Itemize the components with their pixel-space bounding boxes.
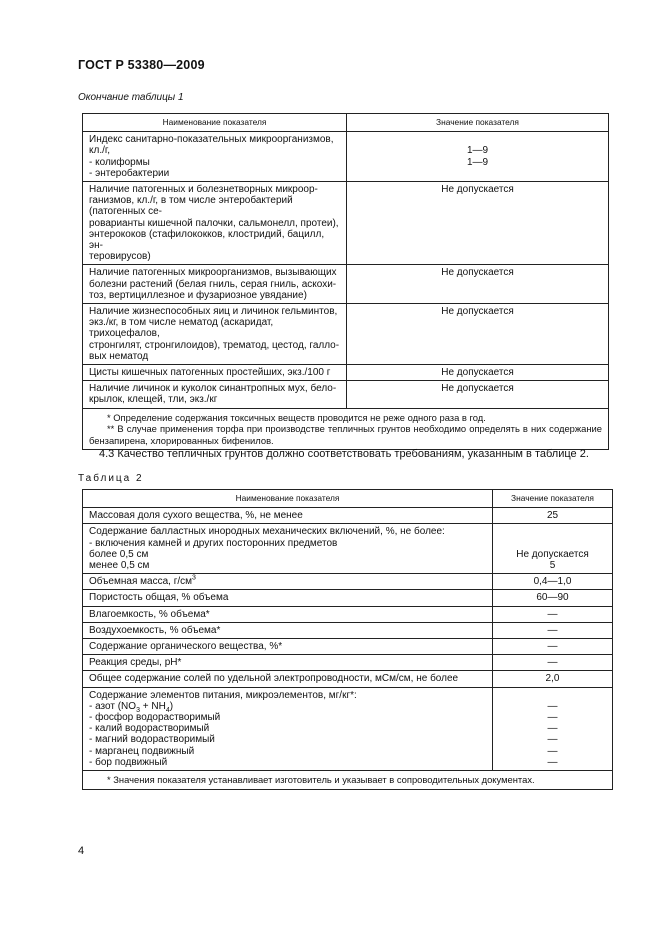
row-name: Содержание органического вещества, %* (83, 639, 493, 655)
row-name: Наличие патогенных микроорганизмов, вызывающих болезни растений (белая гниль, серая гниль, аскохи- тоз, вертициллезное и фузариозное увядание) (83, 265, 347, 304)
row-name: Наличие личинок и куколок синантропных мух, бело- крылок, клещей, тли, экз./кг (83, 381, 347, 408)
row-value: — (493, 655, 613, 671)
table2-header-row (83, 490, 613, 508)
row-value: 2,0 (493, 671, 613, 687)
row-name: Пористость общая, % объема (83, 590, 493, 606)
row-value: Не допускается (347, 365, 609, 381)
row-value: Не допускается (347, 381, 609, 408)
table1-footnotes (83, 408, 609, 450)
document-header: ГОСТ Р 53380—2009 (78, 58, 205, 72)
row-name: Реакция среды, pH* (83, 655, 493, 671)
row-name: Содержание балластных инородных механических включений, %, не более: - включения камней и других посторонних предметов более 0,5 см менее 0,5 см (83, 524, 493, 574)
table-2 (82, 489, 613, 790)
table-row (83, 365, 609, 381)
table-row (83, 508, 613, 524)
row-value: 25 (493, 508, 613, 524)
row-name: Цисты кишечных патогенных простейших, экз./100 г (83, 365, 347, 381)
table-row (83, 381, 609, 408)
table1-caption: Окончание таблицы 1 (78, 92, 184, 103)
table-row (83, 606, 613, 622)
table-row (83, 182, 609, 265)
table-row (83, 524, 613, 574)
row-value: — (493, 622, 613, 638)
azot-line: - азот $(NO_3 + NH_4)$ (89, 700, 174, 714)
table1-col-value: Значение показателя (347, 114, 609, 132)
table1-col-name: Наименование показателя (83, 114, 347, 132)
row-name: Индекс санитарно-показательных микроорганизмов, кл./г, - колиформы - энтеробактерии (83, 132, 347, 182)
table-row (83, 590, 613, 606)
table-row (83, 265, 609, 304)
row-name: Влагоемкость, % объема* (83, 606, 493, 622)
table1-header-row (83, 114, 609, 132)
row-name: Объемная масса, $г/см^3$ (83, 574, 493, 590)
table-row (83, 622, 613, 638)
row-name: Общее содержание солей по удельной электропроводности, мСм/см, не более (83, 671, 493, 687)
table2-col-value: Значение показателя (493, 490, 613, 508)
row-name: Массовая доля сухого вещества, %, не менее (83, 508, 493, 524)
table2-col-name: Наименование показателя (83, 490, 493, 508)
section-paragraph: 4.3 Качество тепличных грунтов должно соответствовать требованиям, указанным в таблице 2. (99, 448, 589, 460)
row-value: 0,4—1,0 (493, 574, 613, 590)
row-value: — (493, 639, 613, 655)
table-row (83, 671, 613, 687)
table-row (83, 574, 613, 590)
footnote: ** В случае применения торфа при производстве тепличных грунтов необходимо определять в них содержание бензапирена, хлорированных бифенилов. (89, 423, 602, 446)
table2-caption: Таблица 2 (78, 473, 144, 484)
row-name: Воздухоемкость, % объема* (83, 622, 493, 638)
table-1 (82, 113, 609, 450)
table-row (83, 655, 613, 671)
row-value: 60—90 (493, 590, 613, 606)
row-value: Не допускается (347, 265, 609, 304)
footnote: * Значения показателя устанавливает изготовитель и указывает в сопроводительных документах. (107, 774, 535, 786)
page-number: 4 (78, 845, 85, 857)
row-value: — (493, 606, 613, 622)
table-row (83, 132, 609, 182)
row-name: Содержание элементов питания, микроэлементов, мг/кг*: - азот $(NO_3 + NH_4)$ - фосфор водорастворимый - калий водорастворимый - магний водорастворимый - марганец подвижный - бор подвижный (83, 687, 493, 770)
row-name: Наличие жизнеспособных яиц и личинок гельминтов, экз./кг, в том числе нематод (аскаридат, трихоцефалов, стронгилят, стронгилоидов), трематод, цестод, галло- вых нематод (83, 304, 347, 365)
row-value: Не допускается 5 (493, 524, 613, 574)
row-value: — — — — — — (493, 687, 613, 770)
table2-footnotes (83, 771, 613, 790)
row-name: Наличие патогенных и болезнетворных микроор- ганизмов, кл./г, в том числе энтеробактерий (патогенных се- роварианты кишечной палочки, сальмонелл, протеи), энтерококов (стафилококков, клостридий, бацилл, эн- теровирусов) (83, 182, 347, 265)
row-value: Не допускается (347, 304, 609, 365)
row-value: 1—9 1—9 (347, 132, 609, 182)
row-value: Не допускается (347, 182, 609, 265)
table-row (83, 304, 609, 365)
table-row (83, 639, 613, 655)
footnote: * Определение содержания токсичных веществ проводится не реже одного раза в год. (107, 411, 486, 423)
table-row (83, 687, 613, 770)
